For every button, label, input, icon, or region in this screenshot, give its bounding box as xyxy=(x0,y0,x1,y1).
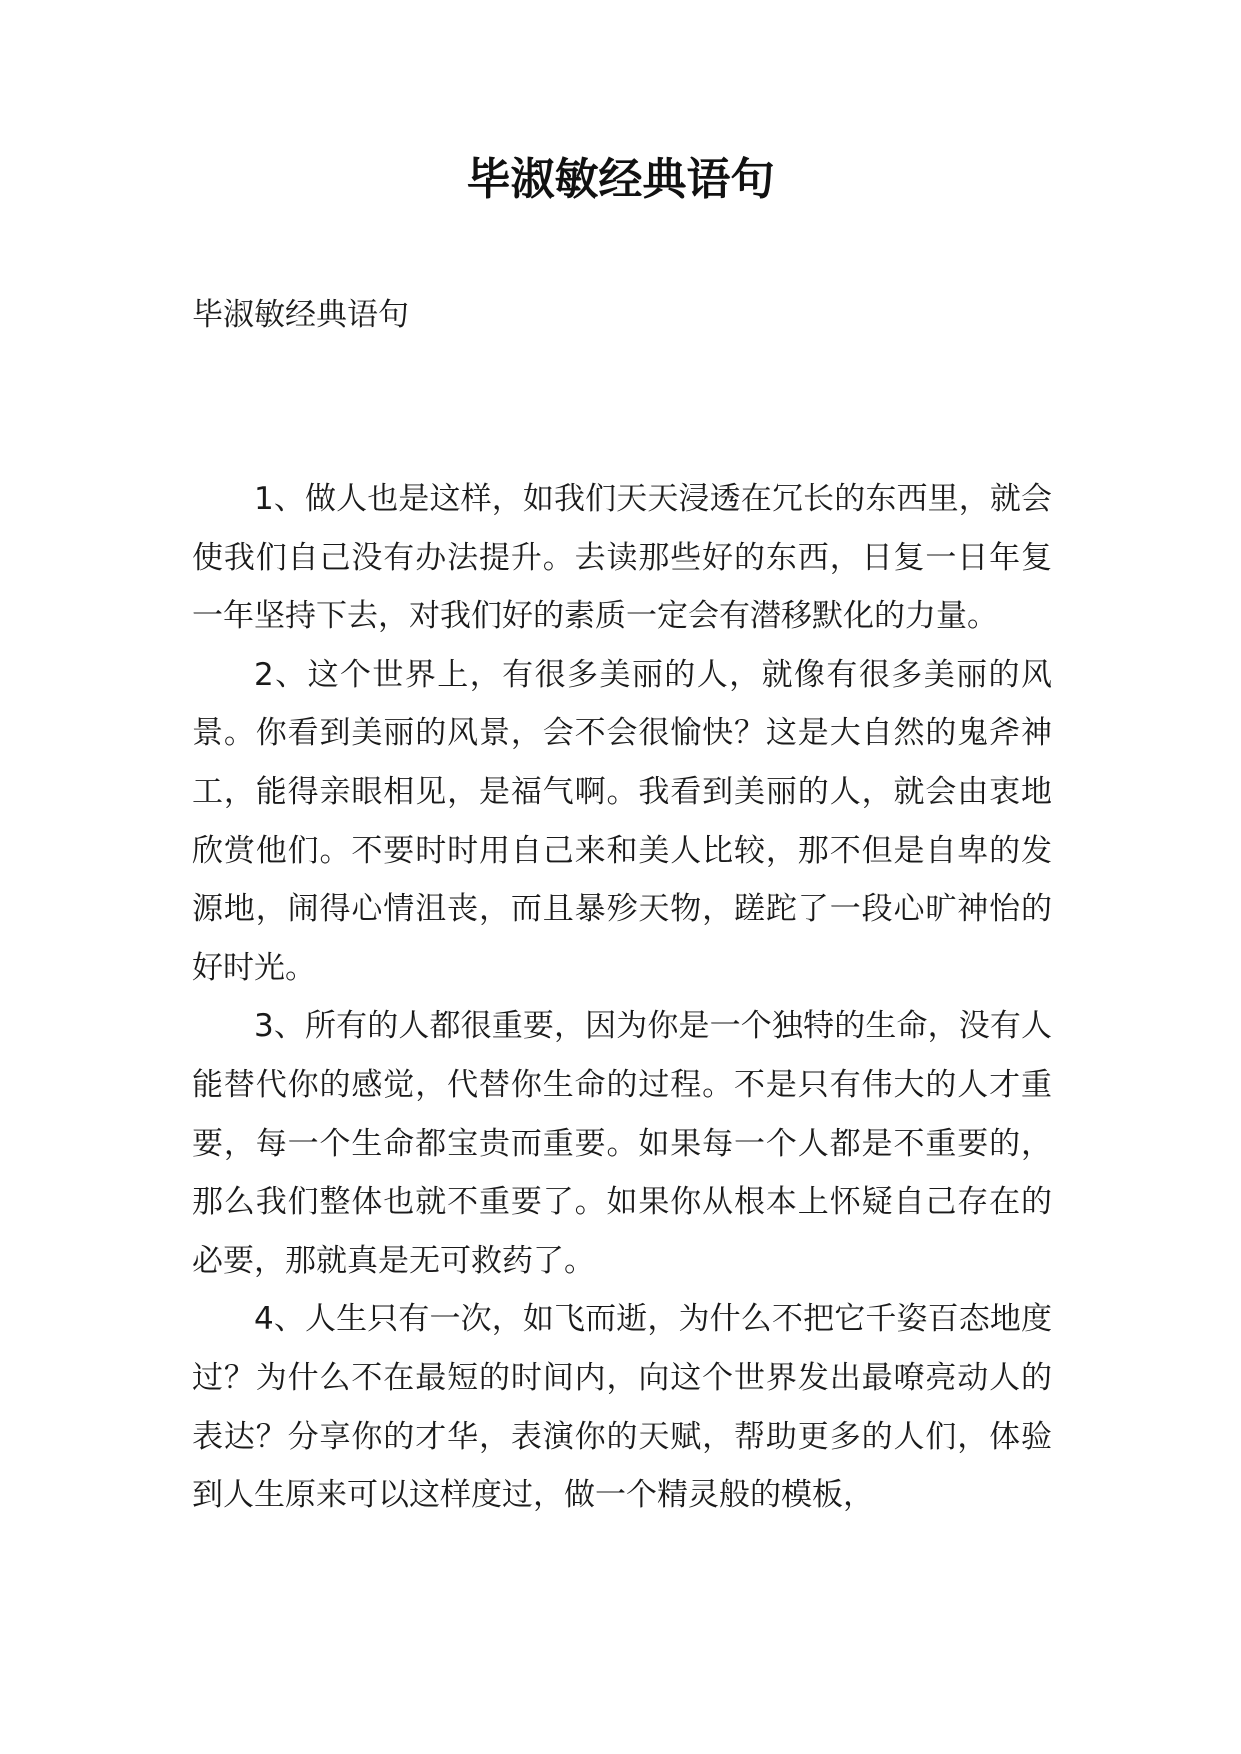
paragraph-4: 4、人生只有一次，如飞而逝，为什么不把它千姿百态地度过？为什么不在最短的时间内，向这个世界发出最嘹亮动人的表达？分享你的才华，表演你的天赋，帮助更多的人们，体验到人生原来可以这样度过，做一个精灵般的模板， xyxy=(192,1301,1052,1514)
document-subtitle: 毕淑敏经典语句 xyxy=(192,297,409,333)
paragraph-3: 3、所有的人都很重要，因为你是一个独特的生命，没有人能替代你的感觉，代替你生命的过程。不是只有伟大的人才重要，每一个生命都宝贵而重要。如果每一个人都是不重要的，那么我们整体也就不重要了。如果你从根本上怀疑自己存在的必要，那就真是无可救药了。 xyxy=(192,1008,1052,1279)
paragraph-2: 2、这个世界上，有很多美丽的人，就像有很多美丽的风景。你看到美丽的风景，会不会很愉快？这是大自然的鬼斧神工，能得亲眼相见，是福气啊。我看到美丽的人，就会由衷地欣赏他们。不要时时用自己来和美人比较，那不但是自卑的发源地，闹得心情沮丧，而且暴殄天物，蹉跎了一段心旷神怡的好时光。 xyxy=(192,656,1052,986)
document-title: 毕淑敏经典语句 xyxy=(466,154,775,205)
paragraph-1: 1、做人也是这样，如我们天天浸透在冗长的东西里，就会使我们自己没有办法提升。去读那些好的东西，日复一日年复一年坚持下去，对我们好的素质一定会有潜移默化的力量。 xyxy=(192,481,1052,635)
document-body xyxy=(192,470,1052,1525)
